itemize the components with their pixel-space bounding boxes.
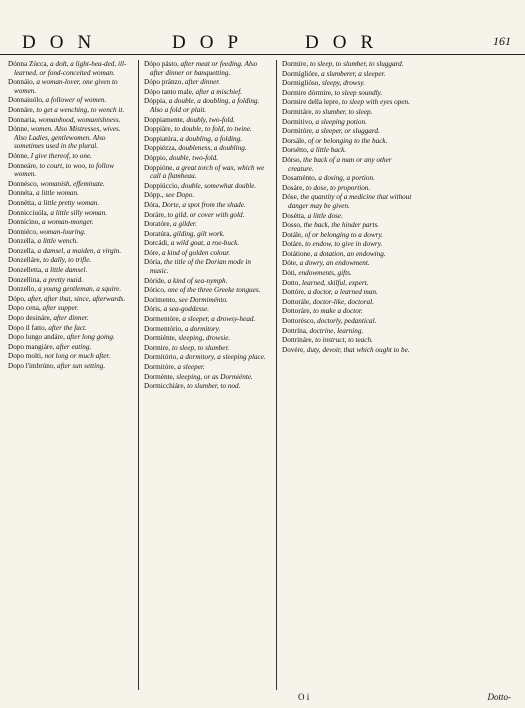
dictionary-entry	[144, 135, 269, 144]
entry-headword: Doppiamente,	[144, 115, 185, 124]
entry-headword: Dotto,	[282, 278, 301, 287]
entry-definition: the back, the hinder parts.	[303, 221, 380, 230]
entry-definition: a sea-goddesse.	[163, 305, 210, 314]
entry-headword: Dónna Zúcca,	[8, 60, 49, 68]
dictionary-entry	[282, 279, 418, 288]
column-3	[282, 60, 418, 690]
entry-definition: to make a doctor.	[313, 307, 363, 316]
entry-headword: Dópo pránzo,	[144, 78, 184, 87]
column-divider	[276, 60, 277, 690]
entry-headword: Doráre,	[144, 210, 166, 219]
dictionary-entry	[144, 363, 269, 372]
entry-definition: one of the three Greeke tongues.	[167, 286, 261, 295]
entry-headword: Doppiézza,	[144, 144, 177, 153]
dictionary-entry	[8, 60, 133, 77]
dictionary-entry	[282, 174, 418, 183]
dictionary-entry	[282, 288, 418, 297]
entry-definition: womanhood, womanishness.	[38, 115, 121, 124]
entry-headword: Dormire della lepre,	[282, 98, 341, 107]
dictionary-entry	[144, 296, 269, 305]
dictionary-entry	[282, 307, 418, 316]
dictionary-entry	[282, 327, 418, 336]
entry-headword: Dottrína,	[282, 326, 308, 335]
entry-headword: Doratóre,	[144, 220, 172, 229]
entry-headword: Dottóre,	[282, 288, 306, 297]
entry-headword: Dormentório,	[144, 324, 183, 333]
entry-headword: Dópo tanto male,	[144, 87, 194, 96]
running-header	[0, 28, 525, 55]
dictionary-entry	[144, 286, 269, 295]
dictionary-entry	[282, 127, 418, 136]
dictionary-entry	[282, 137, 418, 146]
page-number: 161	[493, 34, 511, 48]
dictionary-entry	[282, 108, 418, 117]
entry-definition: after, after that, since, afterwards.	[27, 294, 126, 303]
entry-headword: Dopo lungo andáre,	[8, 333, 65, 342]
entry-definition: doctor-like, doctoral.	[312, 297, 374, 306]
dictionary-entry	[8, 125, 133, 151]
entry-headword: Dóte,	[282, 259, 298, 268]
entry-headword: Dónne,	[8, 151, 29, 160]
entry-headword: Dormitivo,	[282, 117, 314, 126]
dictionary-entry	[144, 315, 269, 324]
entry-definition: Dorte, a spot from the shade.	[161, 200, 246, 209]
dictionary-entry	[144, 182, 269, 191]
entry-definition: to dally, to trifle.	[43, 256, 92, 265]
dictionary-entry	[144, 60, 269, 77]
entry-headword: Dónne,	[8, 125, 29, 134]
dictionary-entry	[282, 336, 418, 345]
dictionary-entry	[282, 212, 418, 221]
dictionary-entry	[8, 78, 133, 95]
entry-headword: Dormire,	[144, 343, 171, 352]
entry-definition: to dose, to proportion.	[305, 183, 371, 192]
dictionary-entry	[8, 96, 133, 105]
dictionary-entry	[8, 106, 133, 115]
dictionary-entry	[8, 324, 133, 333]
entry-definition: learned, skilful, expert.	[301, 278, 369, 287]
entry-headword: Donnaiuólo,	[8, 96, 44, 105]
entry-definition: I give thereof, to one.	[30, 151, 92, 160]
entry-definition: to sleep with eyes open.	[341, 98, 410, 107]
entry-definition: doubleness, a doubling.	[178, 144, 247, 153]
dictionary-entry	[144, 164, 269, 181]
entry-definition: after eating.	[56, 342, 92, 351]
page-footer	[0, 692, 525, 706]
dictionary-entry	[282, 146, 418, 155]
dictionary-entry	[8, 352, 133, 361]
dictionary-entry	[282, 240, 418, 249]
dictionary-entry	[144, 88, 269, 97]
dictionary-entry	[144, 334, 269, 343]
dictionary-entry	[144, 373, 269, 382]
column-divider	[138, 60, 139, 690]
entry-definition: sleeping, or as Dormiénte.	[176, 372, 253, 381]
entry-definition: to gild, or cover with gold.	[167, 210, 245, 219]
entry-headword: Dóppio,	[144, 153, 168, 162]
dictionary-entry	[282, 250, 418, 259]
entry-definition: a kind of golden colour.	[161, 248, 231, 257]
entry-headword: Dóti,	[282, 269, 297, 278]
dictionary-entry	[8, 314, 133, 323]
entry-headword: Dormitóre,	[144, 363, 176, 371]
entry-definition: a follower of women.	[45, 96, 107, 105]
entry-headword: Dosétta,	[282, 211, 306, 220]
dictionary-entry	[282, 118, 418, 127]
entry-headword: Dosaménto,	[282, 174, 317, 183]
entry-definition: after dinner.	[184, 78, 221, 87]
entry-headword: Dormíre,	[282, 60, 309, 68]
dictionary-entry	[8, 180, 133, 189]
dictionary-entry	[282, 184, 418, 193]
entry-headword: Dottorésco,	[282, 317, 316, 326]
entry-headword: Donnicino,	[8, 218, 41, 227]
entry-headword: Doppiúccio,	[144, 181, 180, 190]
dictionary-entry	[144, 325, 269, 334]
dictionary-entry	[282, 231, 418, 240]
entry-definition: a pretty maid.	[43, 275, 83, 284]
entry-definition: after meat or feeding. Also after dinner or banquetting.	[150, 60, 258, 77]
entry-definition: a sleeping potion.	[315, 117, 367, 126]
entry-definition: duty, devoir, that which ought to be.	[306, 345, 410, 354]
entry-definition: double, somewhat double.	[181, 181, 257, 190]
dictionary-entry	[144, 258, 269, 275]
entry-definition: sleeping, drowsie.	[178, 334, 231, 343]
entry-headword: Dóris,	[144, 305, 162, 314]
entry-definition: to sleep soundly.	[334, 88, 383, 97]
entry-headword: Dorsétto,	[282, 146, 309, 155]
entry-definition: sleepy, drowsy.	[321, 79, 365, 88]
entry-headword: Donniéco,	[8, 227, 38, 236]
dictionary-entry	[282, 60, 418, 69]
dictionary-entry	[282, 89, 418, 98]
dictionary-entry	[144, 239, 269, 248]
entry-headword: Doppiatúra,	[144, 134, 179, 143]
entry-definition: to slumber, to sleep.	[315, 107, 373, 116]
entry-headword: Dosáre,	[282, 183, 305, 192]
entry-definition: women. Also Mistresses, wives. Also Ladies, gentlewomen. Also sometimes used in the plural.	[14, 125, 121, 151]
entry-headword: Donneáre,	[8, 161, 38, 170]
entry-headword: Donzello,	[8, 285, 37, 294]
headword-left: DON	[22, 32, 106, 53]
dictionary-entry	[282, 156, 418, 173]
entry-definition: a great torch of wax, which we call a flambeau.	[150, 163, 265, 181]
dictionary-entry	[8, 256, 133, 265]
entry-definition: endowments, gifts.	[298, 269, 352, 278]
entry-headword: Dóse,	[282, 193, 299, 202]
entry-headword: Dóra,	[144, 200, 161, 209]
entry-definition: a dotation, an endowing.	[313, 249, 386, 258]
dictionary-entry	[8, 333, 133, 342]
entry-headword: Dorsále,	[282, 136, 307, 145]
dictionary-entry	[144, 144, 269, 153]
entry-headword: Donnicciuóla,	[8, 208, 49, 217]
dictionary-entry	[8, 237, 133, 246]
entry-headword: Doppióne,	[144, 163, 175, 172]
entry-headword: Dottrináre,	[282, 336, 314, 345]
dictionary-entry	[144, 220, 269, 229]
headword-center: DOP	[172, 32, 253, 53]
entry-definition: a little silly woman.	[50, 208, 108, 217]
entry-definition: to sleep, to slumber, to sluggard.	[309, 60, 404, 68]
dictionary-entry	[144, 97, 269, 114]
dictionary-entry	[282, 346, 418, 355]
entry-headword: Donnáre,	[8, 105, 35, 114]
dictionary-entry	[282, 70, 418, 79]
catchword: Dotto-	[487, 692, 511, 702]
entry-headword: Dotátione,	[282, 249, 313, 258]
dictionary-entry	[282, 193, 418, 210]
entry-definition: a little wench.	[37, 237, 79, 246]
dictionary-entry	[8, 362, 133, 371]
entry-headword: Dormíglióre,	[282, 69, 320, 78]
entry-definition: to instruct, to teach.	[315, 336, 373, 345]
entry-headword: Dorménte,	[144, 372, 175, 381]
dictionary-entry	[8, 228, 133, 237]
dictionary-entry	[8, 266, 133, 275]
entry-headword: Dormire dórmire,	[282, 88, 333, 97]
entry-definition: a dowry, an endowment.	[299, 259, 370, 268]
entry-headword: Dopo desináre,	[8, 314, 52, 323]
dictionary-entry	[144, 211, 269, 220]
dictionary-entry	[282, 98, 418, 107]
entry-definition: a sleeper, a drowsy-head.	[182, 315, 256, 324]
entry-definition: the title of the Dorian mode in music.	[150, 258, 252, 276]
entry-headword: Donnáio,	[8, 78, 35, 87]
dictionary-entry	[8, 209, 133, 218]
entry-definition: a woman-lover, one given to women.	[14, 78, 118, 95]
entry-headword: Doratúra,	[144, 229, 172, 238]
entry-definition: womanish, effeminate.	[40, 179, 105, 188]
entry-definition: a dormitory, a sleeping place.	[179, 353, 266, 362]
entry-definition: after the fact.	[48, 323, 87, 332]
entry-headword: Dotále,	[282, 230, 303, 239]
entry-definition: to court, to woo, to follow women.	[14, 161, 115, 179]
entry-definition: to get a wenching, to wench it.	[36, 105, 125, 114]
dictionary-entry	[282, 298, 418, 307]
entry-headword: Donzelláre,	[8, 256, 42, 265]
entry-headword: Dosso,	[282, 221, 302, 230]
entry-definition: a double, a doubling, a folding. Also a fold or plait.	[150, 97, 260, 114]
entry-definition: doctorly, pedantical.	[317, 317, 377, 326]
entry-headword: Dopo mangiáre,	[8, 342, 55, 351]
entry-definition: a little pretty woman.	[37, 198, 100, 207]
dictionary-entry	[144, 249, 269, 258]
entry-definition: a sleeper, or sluggard.	[315, 127, 380, 136]
dictionary-entry	[8, 116, 133, 125]
dictionary-entry	[8, 295, 133, 304]
entry-headword: Dópo,	[8, 294, 26, 303]
column-1	[8, 60, 133, 690]
entry-definition: to endow, to give in dowry.	[305, 240, 383, 249]
entry-definition: not long or much after.	[44, 352, 111, 361]
dictionary-entry	[8, 189, 133, 198]
entry-headword: Donzella,	[8, 246, 36, 255]
dictionary-entry	[8, 247, 133, 256]
entry-definition: doctrine, learning.	[309, 326, 364, 335]
entry-definition: a sleeper.	[177, 363, 205, 371]
entry-headword: Dottoráre,	[282, 307, 312, 316]
column-2	[144, 60, 269, 690]
entry-headword: Dópp.,	[144, 191, 164, 200]
dictionary-entry	[144, 305, 269, 314]
entry-headword: Donnétta,	[8, 198, 37, 207]
entry-definition: a gilder.	[173, 220, 197, 229]
dictionary-entry	[282, 221, 418, 230]
entry-definition: after dinner.	[53, 314, 89, 323]
entry-definition: a dosing, a portion.	[318, 174, 375, 183]
dictionary-entry	[8, 218, 133, 227]
dictionary-entry	[144, 125, 269, 134]
entry-definition: see Dopo.	[165, 191, 195, 200]
entry-headword: Dorcádi,	[144, 239, 169, 248]
entry-headword: Dopo cena,	[8, 304, 41, 313]
signature-mark: O i	[298, 692, 310, 702]
dictionary-entry	[144, 116, 269, 125]
dictionary-entry	[8, 152, 133, 161]
entry-definition: after a mischief.	[195, 87, 243, 96]
entry-definition: double, two-fold.	[169, 153, 219, 162]
entry-headword: Dóre,	[144, 248, 161, 257]
entry-headword: Doppiáre,	[144, 125, 173, 134]
entry-headword: Dórso,	[282, 155, 302, 164]
dictionary-entry	[144, 230, 269, 239]
entry-definition: woman-louring.	[39, 227, 86, 236]
entry-definition: to slumber, to nod.	[187, 382, 241, 391]
entry-definition: a little woman.	[35, 189, 79, 198]
dictionary-entry	[8, 199, 133, 208]
dictionary-entry	[144, 353, 269, 362]
entry-definition: a damsel, a maiden, a virgin.	[37, 246, 122, 255]
entry-headword: Dorìmento,	[144, 295, 177, 304]
dictionary-entry	[8, 343, 133, 352]
entry-headword: Dovére,	[282, 345, 305, 354]
entry-headword: Donnaria,	[8, 115, 37, 124]
dictionary-entry	[144, 78, 269, 87]
entry-headword: Donzellina,	[8, 275, 42, 284]
dictionary-entry	[282, 259, 418, 268]
entry-headword: Dotáre,	[282, 240, 304, 249]
entry-definition: a doctor, a learned man.	[307, 288, 378, 297]
entry-definition: doubly, two-fold.	[186, 115, 235, 124]
entry-definition: a doubling, a folding.	[179, 134, 243, 143]
dictionary-entry	[144, 201, 269, 210]
entry-definition: a little damsel.	[44, 266, 88, 275]
entry-definition: a slumberer, a sleeper.	[321, 69, 386, 78]
dictionary-entry	[282, 269, 418, 278]
dictionary-entry	[8, 162, 133, 179]
entry-definition: a little back.	[310, 146, 347, 155]
entry-headword: Donzelletta,	[8, 266, 43, 275]
dictionary-entry	[8, 285, 133, 294]
entry-headword: Dormitóre,	[282, 127, 314, 136]
entry-headword: Dormitório,	[144, 353, 179, 362]
entry-definition: after sun setting.	[57, 362, 106, 370]
entry-headword: Dóppia,	[144, 97, 167, 106]
entry-definition: after supper.	[42, 304, 79, 313]
entry-definition: of or belonging to a dowry.	[304, 230, 384, 239]
entry-headword: Dóride,	[144, 276, 166, 285]
dictionary-entry	[144, 382, 269, 391]
entry-definition: a little dose.	[307, 211, 343, 220]
entry-definition: the back of a man or any other creature.	[288, 155, 392, 173]
entry-headword: Dória,	[144, 258, 163, 267]
entry-definition: a woman-monger.	[41, 218, 94, 227]
entry-definition: to double, to fold, to twine.	[174, 125, 252, 134]
dictionary-entry	[8, 276, 133, 285]
dictionary-entry	[8, 304, 133, 313]
entry-headword: Donnéta,	[8, 189, 35, 198]
entry-definition: a wild goat, a roe-buck.	[170, 239, 240, 248]
entry-definition: a dolt, a light-hea-ded, ill-learned, or fond-conceited woman.	[14, 60, 127, 77]
entry-definition: a young gentleman, a squire.	[37, 285, 122, 294]
entry-headword: Dormiglióso,	[282, 79, 321, 88]
entry-headword: Dormicchiáre,	[144, 382, 186, 391]
entry-definition: the quantity of a medicine that without danger may be given.	[288, 193, 412, 210]
entry-headword: Dórico,	[144, 286, 166, 295]
entry-headword: Donzella,	[8, 237, 36, 246]
entry-headword: Donnésco,	[8, 179, 39, 188]
entry-definition: gilding, gilt work.	[173, 229, 225, 238]
entry-definition: see Dormiménto.	[178, 295, 228, 304]
dictionary-entry	[282, 79, 418, 88]
dictionary-entry	[144, 154, 269, 163]
entry-definition: after long going.	[66, 333, 115, 342]
entry-headword: Dópo pásto,	[144, 60, 179, 68]
entry-headword: Dormentóre,	[144, 315, 181, 324]
entry-definition: a dormitory.	[184, 324, 221, 333]
entry-headword: Dormitáre,	[282, 107, 314, 116]
entry-headword: Dormiénte,	[144, 334, 177, 343]
headword-right: DOR	[305, 32, 388, 53]
entry-definition: a kind of sea-nymph.	[167, 276, 228, 285]
dictionary-entry	[144, 277, 269, 286]
entry-definition: of or belonging to the back.	[307, 136, 388, 145]
entry-headword: Dopo l'imbrúno,	[8, 362, 56, 370]
entry-headword: Dopo il fatto,	[8, 323, 47, 332]
entry-headword: Dopo molti,	[8, 352, 43, 361]
dictionary-entry	[144, 344, 269, 353]
entry-definition: to sleep, to slumber.	[171, 343, 230, 352]
dictionary-entry	[282, 317, 418, 326]
entry-headword: Dottorále,	[282, 297, 311, 306]
dictionary-entry	[144, 191, 269, 200]
